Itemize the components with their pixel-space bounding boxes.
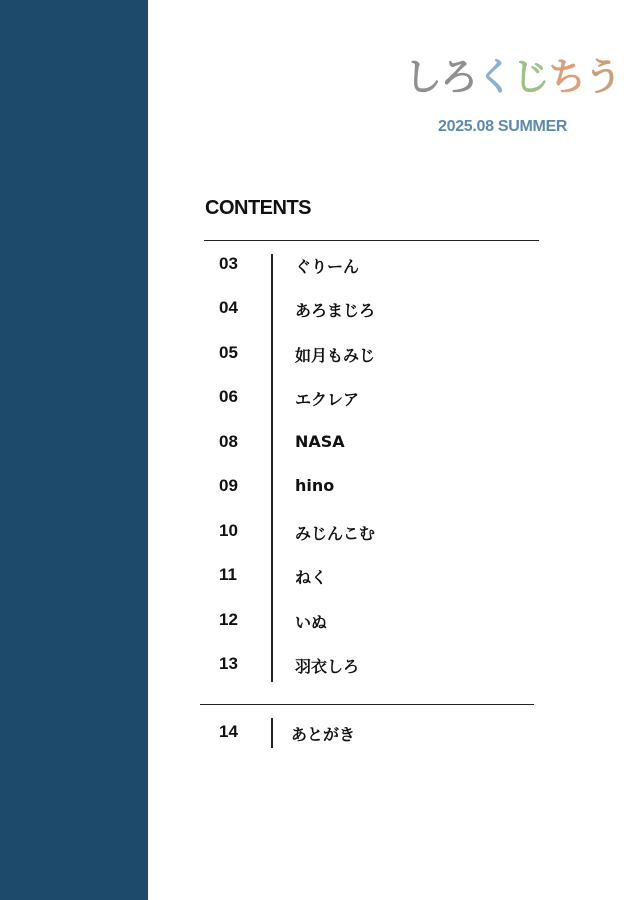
- logo-char: く: [476, 55, 513, 99]
- toc-vertical-divider: [271, 254, 273, 682]
- afterword-vertical-divider: [271, 718, 273, 748]
- toc-entry-title: ぐりーん: [295, 257, 360, 276]
- toc-page-number: 08: [219, 432, 238, 451]
- logo-char: ち: [548, 55, 585, 99]
- logo-char: う: [584, 55, 621, 99]
- toc-entry-title: エクレア: [295, 390, 360, 409]
- issue-label: 2025.08 SUMMER: [438, 118, 568, 135]
- toc-page-number: 03: [219, 254, 238, 273]
- toc-page-number: 09: [219, 476, 238, 495]
- toc-page-number: 04: [219, 298, 238, 317]
- toc-entry-title: hino: [295, 476, 335, 495]
- logo-char: ろ: [440, 55, 477, 99]
- toc-entry-title: いぬ: [295, 613, 328, 632]
- toc-page-number: 12: [219, 610, 238, 629]
- left-color-band: [0, 0, 148, 900]
- afterword-title: あとがき: [291, 725, 356, 744]
- toc-page-number: 06: [219, 387, 238, 406]
- logo-char: じ: [512, 55, 549, 99]
- bottom-divider: [200, 704, 534, 705]
- toc-page-number: 05: [219, 343, 238, 362]
- logo-char: し: [404, 55, 441, 99]
- toc-page-number: 10: [219, 521, 238, 540]
- toc-page-number: 13: [219, 654, 238, 673]
- toc-entry-title: 羽衣しろ: [295, 657, 360, 676]
- top-divider: [204, 240, 539, 241]
- toc-entry-title: NASA: [295, 432, 345, 451]
- contents-heading: CONTENTS: [205, 197, 311, 219]
- magazine-logo: [404, 55, 621, 99]
- toc-entry-title: 如月もみじ: [295, 346, 376, 365]
- afterword-page-number: 14: [219, 722, 238, 741]
- toc-entry-title: あろまじろ: [295, 301, 376, 320]
- toc-entry-title: ねく: [295, 568, 328, 587]
- toc-page-number: 11: [219, 565, 237, 584]
- toc-entry-title: みじんこむ: [295, 524, 376, 543]
